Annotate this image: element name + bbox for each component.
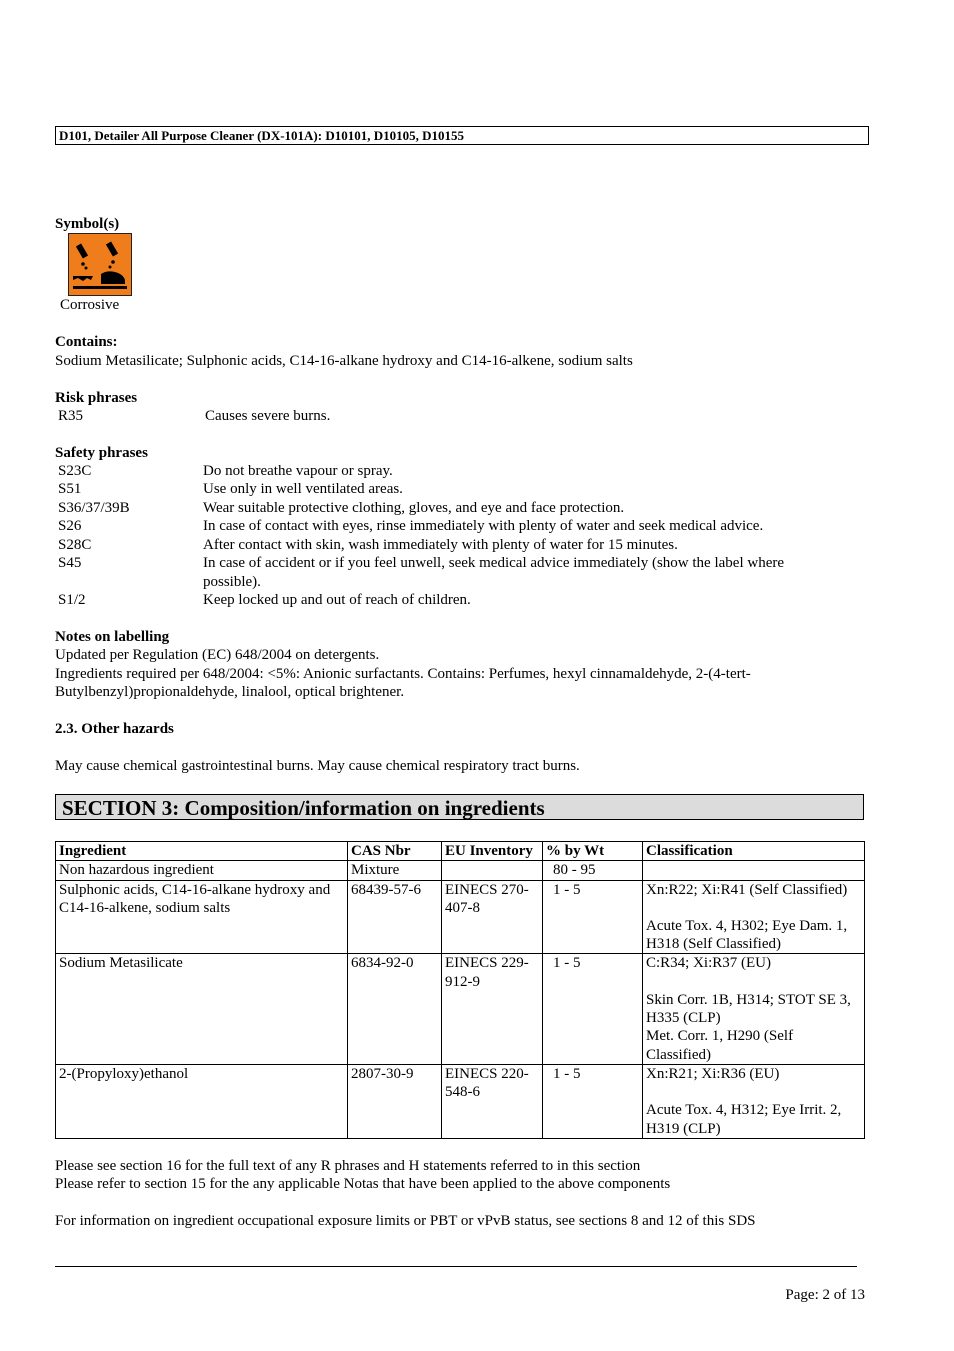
page-number: Page: 2 of 13 [785, 1287, 865, 1303]
risk-heading: Risk phrases [55, 390, 138, 406]
cas-cell: 2807-30-9 [348, 1064, 442, 1138]
ingredient-cell: Non hazardous ingredient [56, 861, 348, 880]
classification-cell [643, 880, 865, 954]
column-header: Ingredient [56, 842, 348, 861]
classification-line: Acute Tox. 4, H302; Eye Dam. 1, H318 (Self Classified) [646, 917, 848, 953]
table-footnote: Please refer to section 15 for the any applicable Notas that have been applied to the above components [55, 1176, 671, 1192]
classification-line: Skin Corr. 1B, H314; STOT SE 3, H335 (CLP) [646, 991, 851, 1027]
safety-code: S51 [58, 481, 82, 497]
pct-cell: 80 - 95 [543, 861, 643, 880]
classification-cell [643, 861, 865, 880]
table-row [56, 880, 865, 954]
safety-text: Use only in well ventilated areas. [203, 481, 403, 497]
classification-spacer [646, 973, 861, 991]
classification-line: Acute Tox. 4, H312; Eye Irrit. 2, H319 (CLP) [646, 1102, 842, 1137]
table-row [56, 1064, 865, 1138]
table-row [56, 954, 865, 1064]
classification-spacer [646, 899, 861, 917]
column-header: % by Wt [543, 842, 643, 861]
classification-line: Met. Corr. 1, H290 (Self Classified) [646, 1028, 794, 1063]
safety-text-continued: possible). [203, 574, 261, 590]
product-title: D101, Detailer All Purpose Cleaner (DX-101A): D10101, D10105, D10155 [59, 128, 464, 143]
ingredient-cell: Sulphonic acids, C14-16-alkane hydroxy and C14-16-alkene, sodium salts [56, 880, 348, 954]
other-hazards-heading: 2.3. Other hazards [55, 721, 174, 737]
symbols-heading: Symbol(s) [55, 216, 120, 232]
safety-text: Wear suitable protective clothing, gloves, and eye and face protection. [203, 500, 625, 516]
classification-line: Xn:R21; Xi:R36 (EU) [646, 1065, 780, 1082]
other-hazards-text: May cause chemical gastrointestinal burns. May cause chemical respiratory tract burns. [55, 758, 580, 774]
safety-code: S1/2 [58, 592, 86, 608]
safety-text: In case of accident or if you feel unwell, seek medical advice immediately (show the label where [203, 555, 785, 571]
cas-cell: 68439-57-6 [348, 880, 442, 954]
eu-cell: EINECS 220-548-6 [442, 1064, 543, 1138]
safety-code: S23C [58, 463, 92, 479]
risk-code: R35 [58, 408, 84, 424]
notes-line: Ingredients required per 648/2004: <5%: Anionic surfactants. Contains: Perfumes, hexyl cinnamaldehyde, 2-(4-tert- [55, 666, 751, 682]
pct-cell: 1 - 5 [543, 954, 643, 1064]
classification-cell [643, 1064, 865, 1138]
cas-cell: 6834-92-0 [348, 954, 442, 1064]
classification-line: Xn:R22; Xi:R41 (Self Classified) [646, 881, 848, 898]
cas-cell: Mixture [348, 861, 442, 880]
contains-text: Sodium Metasilicate; Sulphonic acids, C14-16-alkane hydroxy and C14-16-alkene, sodium salts [55, 353, 633, 369]
notes-line: Butylbenzyl)propionaldehyde, linalool, optical brightener. [55, 684, 405, 700]
notes-heading: Notes on labelling [55, 629, 170, 645]
column-header: CAS Nbr [348, 842, 442, 861]
table-footnote: Please see section 16 for the full text of any R phrases and H statements referred to in this section [55, 1158, 641, 1174]
table-footnote: For information on ingredient occupational exposure limits or PBT or vPvB status, see sections 8 and 12 of this SDS [55, 1213, 756, 1229]
ingredient-cell: 2-(Propyloxy)ethanol [56, 1064, 348, 1138]
classification-spacer [646, 1083, 861, 1101]
eu-cell: EINECS 270-407-8 [442, 880, 543, 954]
ingredients-table [55, 841, 865, 1139]
eu-cell: EINECS 229-912-9 [442, 954, 543, 1064]
pct-cell: 1 - 5 [543, 1064, 643, 1138]
pct-cell: 1 - 5 [543, 880, 643, 954]
column-header: Classification [643, 842, 865, 861]
notes-line: Updated per Regulation (EC) 648/2004 on detergents. [55, 647, 380, 663]
footer-divider [55, 1266, 857, 1267]
safety-code: S26 [58, 518, 82, 534]
safety-text: In case of contact with eyes, rinse immediately with plenty of water and seek medical advice. [203, 518, 764, 534]
safety-code: S36/37/39B [58, 500, 130, 516]
table-header-row [56, 842, 865, 861]
risk-text: Causes severe burns. [205, 408, 331, 424]
safety-text: Keep locked up and out of reach of children. [203, 592, 471, 608]
eu-cell [442, 861, 543, 880]
document-header [55, 126, 869, 145]
contains-heading: Contains: [55, 334, 118, 350]
corrosive-hazard-icon [68, 233, 132, 296]
classification-line: C:R34; Xi:R37 (EU) [646, 955, 772, 972]
column-header: EU Inventory [442, 842, 543, 861]
ingredient-cell: Sodium Metasilicate [56, 954, 348, 1064]
safety-heading: Safety phrases [55, 445, 148, 461]
safety-code: S28C [58, 537, 92, 553]
safety-text: After contact with skin, wash immediately with plenty of water for 15 minutes. [203, 537, 678, 553]
classification-cell [643, 954, 865, 1064]
safety-code: S45 [58, 555, 82, 571]
safety-text: Do not breathe vapour or spray. [203, 463, 393, 479]
section-3-title: SECTION 3: Composition/information on ingredients [55, 794, 864, 820]
table-row [56, 861, 865, 880]
symbol-label: Corrosive [60, 297, 120, 313]
